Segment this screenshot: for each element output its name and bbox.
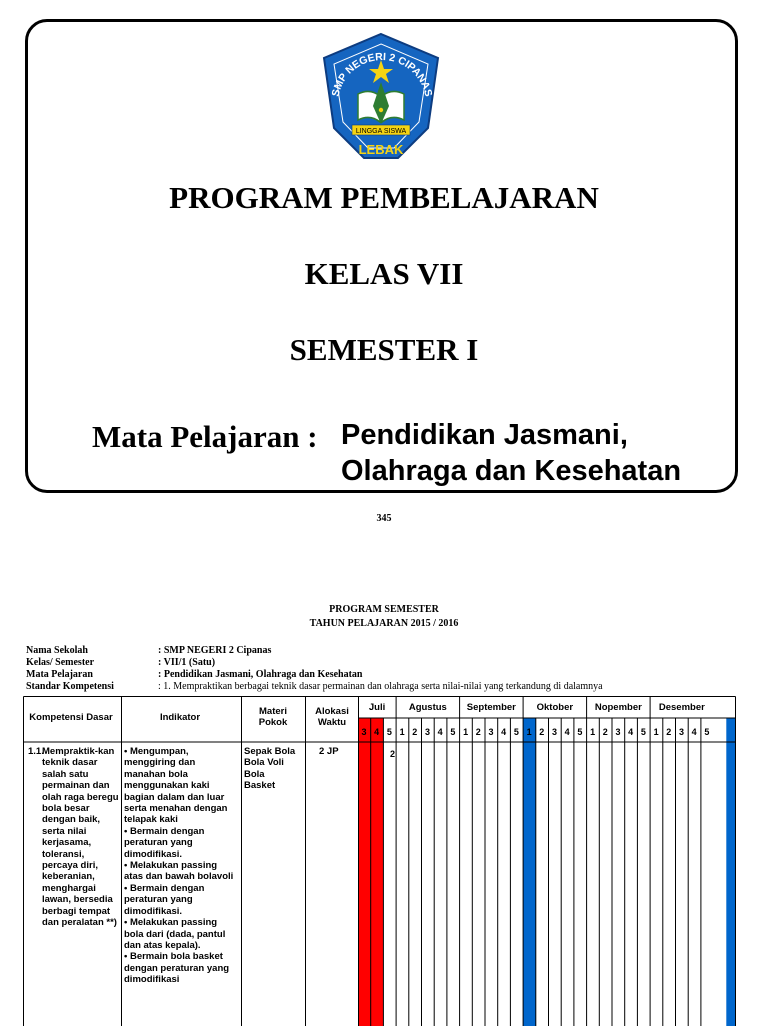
info-value: : VII/1 (Satu) — [158, 657, 216, 668]
week-number: 2 — [475, 727, 481, 737]
info-label: Standar Kompetensi — [26, 681, 114, 692]
cover-semester: SEMESTER I — [289, 332, 479, 367]
indikator-item: • Bermain dengan peraturan yang dimodifikasi. — [124, 825, 205, 860]
info-label: Mata Pelajaran — [26, 669, 93, 680]
holiday-week-column — [358, 718, 371, 1026]
logo-bottom-text: LEBAK — [358, 142, 404, 157]
semester-table — [23, 696, 736, 1026]
cover-mapel-line1: Pendidikan Jasmani, — [341, 419, 628, 451]
week-number: 1 — [590, 727, 596, 737]
week-number: 5 — [513, 727, 519, 737]
holiday-week-column — [726, 718, 736, 1026]
materi-item: Bola — [244, 768, 265, 780]
week-number: 5 — [450, 727, 456, 737]
program-year: TAHUN PELAJARAN 2015 / 2016 — [309, 618, 459, 629]
week-number: 2 — [412, 727, 418, 737]
indikator-cell — [124, 746, 236, 986]
cover-kelas: KELAS VII — [304, 256, 464, 291]
week-number: 3 — [678, 727, 684, 737]
week-number: 3 — [488, 727, 494, 737]
holiday-week-column — [523, 718, 536, 1026]
week-number: 3 — [551, 727, 557, 737]
week-number: 5 — [386, 727, 392, 737]
week-number: 4 — [628, 727, 634, 737]
cover-title: PROGRAM PEMBELAJARAN — [169, 180, 599, 215]
juli-week5-value: 2 — [390, 749, 396, 759]
holiday-week-column — [371, 718, 384, 1026]
info-label: Nama Sekolah — [26, 645, 88, 656]
school-logo — [318, 30, 444, 160]
indikator-item: • Melakukan passing atas dan bawah bolavoli — [124, 860, 234, 883]
cover-mapel-line2: Olahraga dan Kesehatan — [341, 455, 682, 487]
week-number: 4 — [564, 727, 570, 737]
month-label: Juli — [368, 702, 386, 713]
program-title: PROGRAM SEMESTER — [329, 604, 439, 615]
header-indikator: Indikator — [159, 712, 201, 723]
week-number: 5 — [704, 727, 710, 737]
week-number: 3 — [361, 727, 367, 737]
info-value: : Pendidikan Jasmani, Olahraga dan Kesehatan — [158, 669, 363, 680]
info-value: : SMP NEGERI 2 Cipanas — [158, 645, 272, 656]
materi-item: Sepak Bola — [244, 746, 296, 757]
week-number: 1 — [463, 727, 469, 737]
month-label: September — [466, 702, 516, 713]
page-number: 345 — [376, 513, 392, 524]
week-number: 4 — [691, 727, 697, 737]
materi-cell — [244, 746, 304, 792]
info-label: Kelas/ Semester — [26, 657, 95, 668]
logo-arc-text: SMP NEGERI 2 CIPANAS — [329, 50, 435, 98]
indikator-item: • Bermain bola basket dengan peraturan yang dimodifikasi — [124, 951, 230, 986]
week-number: 2 — [602, 727, 608, 737]
week-number: 3 — [424, 727, 430, 737]
indikator-item: • Bermain dengan peraturan yang dimodifikasi. — [124, 882, 205, 917]
cover-mapel-label: Mata Pelajaran : — [92, 419, 318, 454]
week-number: 1 — [399, 727, 405, 737]
week-number: 5 — [640, 727, 646, 737]
kd-number: 1.1. — [28, 746, 44, 757]
kd-text: Mempraktik-kan teknik dasar salah satu permainan dan olah raga beregu bola besar dengan baik, serta nilai kerjasama, toleransi, percaya diri, keberanian, menghargai lawan, bersedia berbagi tempat dan peralatan **) — [42, 746, 119, 929]
week-number: 2 — [539, 727, 545, 737]
info-value: : 1. Mempraktikan berbagai teknik dasar permainan dan olahraga serta nilai-nilai yang terkandung di dalamnya — [158, 681, 603, 692]
header-alokasi: Alokasi Waktu — [315, 706, 349, 728]
week-number: 1 — [653, 727, 659, 737]
header-materi: Materi Pokok — [258, 706, 288, 728]
week-number: 4 — [437, 727, 443, 737]
week-number: 4 — [501, 727, 507, 737]
header-kd: Kompetensi Dasar — [29, 712, 113, 723]
alokasi-cell: 2 JP — [319, 746, 339, 757]
week-number: 2 — [666, 727, 672, 737]
month-label: Desember — [658, 702, 705, 713]
month-label: Agustus — [408, 702, 447, 713]
week-number: 3 — [615, 727, 621, 737]
kd-cell — [28, 746, 120, 929]
logo-ribbon-text: LINGGA SISWA — [355, 128, 407, 135]
week-number: 4 — [374, 727, 380, 737]
indikator-item: • Mengumpan, menggiring dan manahan bola menggunakan kaki bagian dalam dan luar serta menahan dengan telapak kaki — [124, 746, 228, 826]
week-number: 5 — [577, 727, 583, 737]
indikator-item: • Melakukan passing bola dari (dada, pantul dan atas kepala). — [124, 917, 226, 951]
week-number: 1 — [526, 727, 532, 737]
materi-item: Bola Voli — [244, 757, 284, 769]
month-label: Oktober — [536, 702, 574, 713]
month-label: Nopember — [594, 702, 642, 713]
materi-item: Basket — [244, 780, 276, 792]
